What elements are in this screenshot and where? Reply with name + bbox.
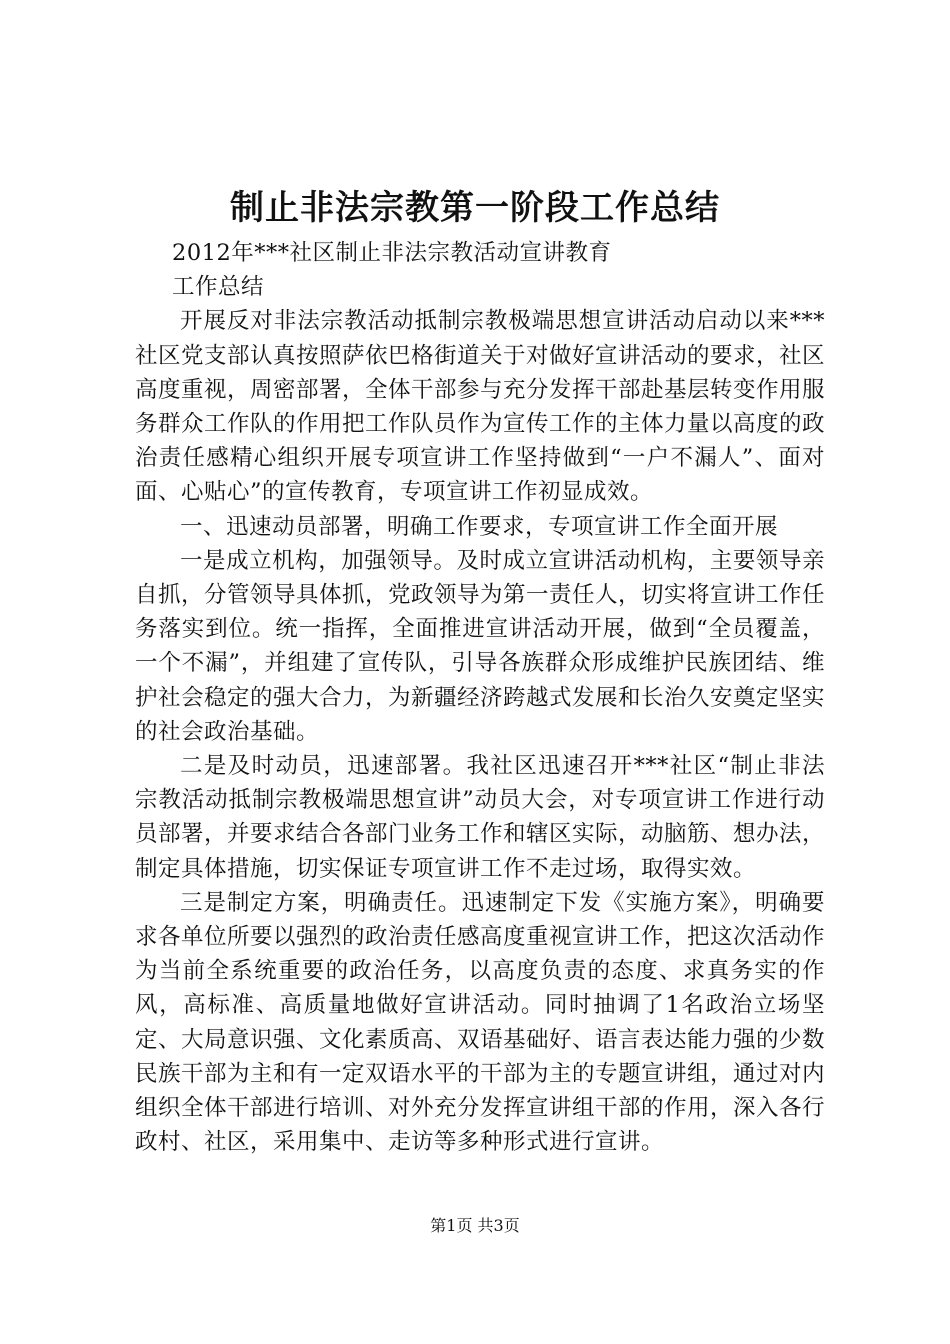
document-body: [135, 236, 825, 1159]
subtitle-line-2: 工作总结: [172, 274, 265, 301]
paragraph-intro: 开展反对非法宗教活动抵制宗教极端思想宣讲活动启动以来***社区党支部认真按照萨依巴格街道关于对做好宣讲活动的要求，社区高度重视，周密部署，全体干部参与充分发挥干部赴基层转变作用服务群众工作队的作用把工作队员作为宣传工作的主体力量以高度的政治责任感精心组织开展专项宣讲工作坚持做到“一户不漏人”、面对面、心贴心”的宣传教育，专项宣讲工作初显成效。: [135, 308, 826, 506]
section-heading-1: 一、迅速动员部署，明确工作要求，专项宣讲工作全面开展: [180, 513, 779, 540]
paragraph-point-1: 一是成立机构，加强领导。及时成立宣讲活动机构，主要领导亲自抓，分管领导具体抓，党政领导为第一责任人，切实将宣讲工作任务落实到位。统一指挥，全面推进宣讲活动开展，做到“全员覆盖，一个不漏”，并组建了宣传队，引导各族群众形成维护民族团结、维护社会稳定的强大合力，为新疆经济跨越式发展和长治久安奠定坚实的社会政治基础。: [135, 547, 826, 745]
subtitle-line-1: 2012年***社区制止非法宗教活动宣讲教育: [172, 240, 612, 266]
paragraph-point-2: 二是及时动员，迅速部署。我社区迅速召开***社区“制止非法宗教活动抵制宗教极端思想宣讲”动员大会，对专项宣讲工作进行动员部署，并要求结合各部门业务工作和辖区实际，动脑筋、想办法，制定具体措施，切实保证专项宣讲工作不走过场，取得实效。: [135, 753, 826, 882]
document-title: 制止非法宗教第一阶段工作总结: [230, 188, 720, 228]
paragraph-point-3: 三是制定方案，明确责任。迅速制定下发《实施方案》，明确要求各单位所要以强烈的政治责任感高度重视宣讲工作，把这次活动作为当前全系统重要的政治任务，以高度负责的态度、求真务实的作风，高标准、高质量地做好宣讲活动。同时抽调了1名政治立场坚定、大局意识强、文化素质高、双语基础好、语言表达能力强的少数民族干部为主和有一定双语水平的干部为主的专题宣讲组，通过对内组织全体干部进行培训、对外充分发挥宣讲组干部的作用，深入各行政村、社区，采用集中、走访等多种形式进行宣讲。: [135, 889, 826, 1156]
page-footer: 第1页 共3页: [430, 1216, 520, 1235]
